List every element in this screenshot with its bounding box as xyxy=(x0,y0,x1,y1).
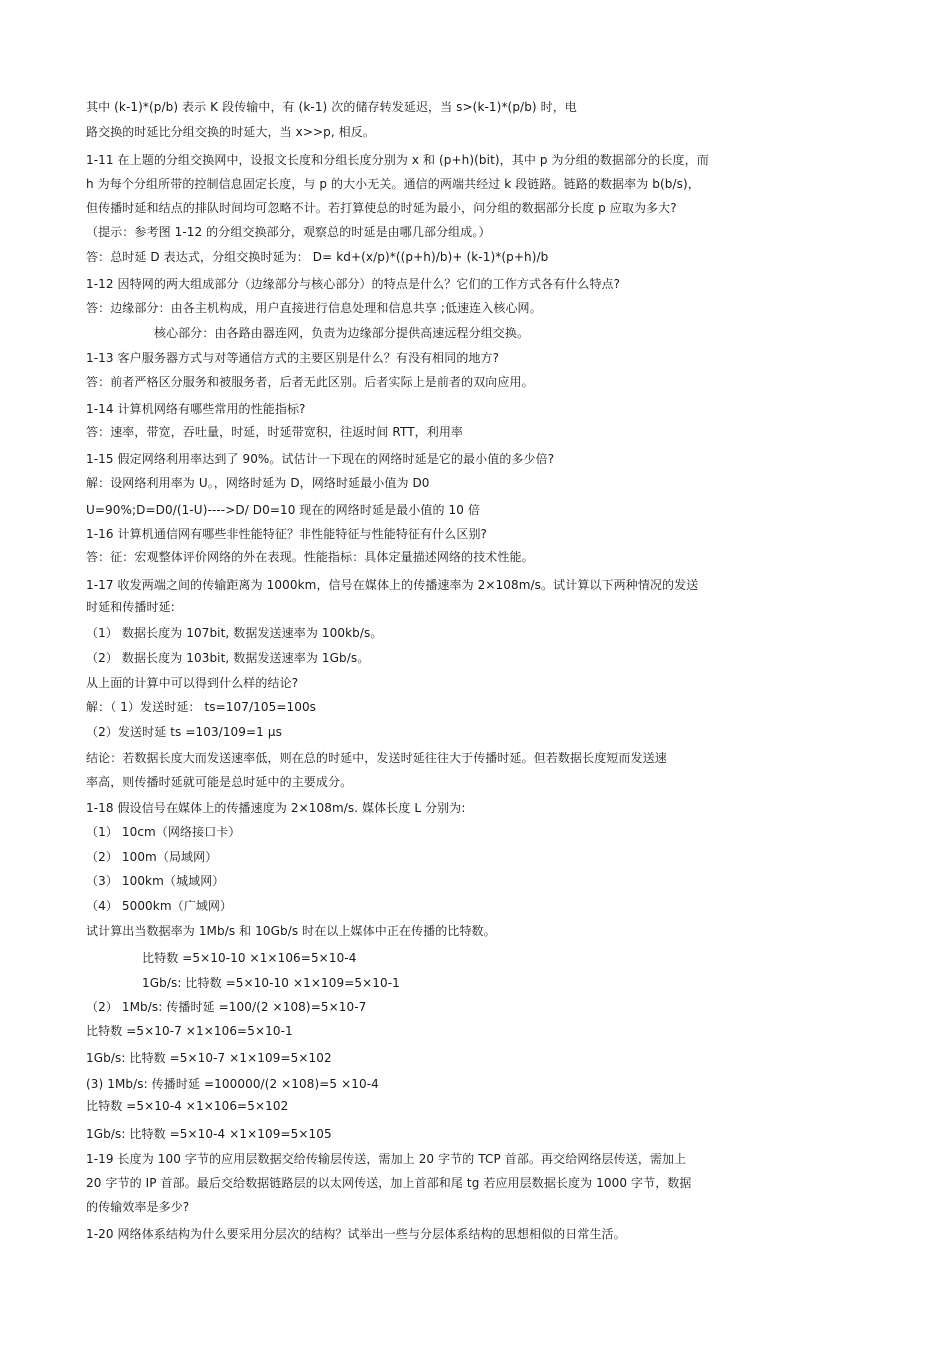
text-line: （提示：参考图 1-12 的分组交换部分，观察总的时延是由哪几部分组成。） xyxy=(86,225,491,239)
list-item: （4） 5000km（广域网） xyxy=(86,899,233,913)
text-line: （2）发送时延 ts =103/109=1 μs xyxy=(86,725,282,739)
text-line: U=90%;D=D0/(1-U)---->D/ D0=10 现在的网络时延是最小值的 10 倍 xyxy=(86,503,480,517)
text-line: h 为每个分组所带的控制信息固定长度，与 p 的大小无关。通信的两端共经过 k 段链路。链路的数据率为 b(b/s)， xyxy=(86,177,700,191)
formula-line: (3) 1Mb/s: 传播时延 =100000/(2 ×108)=5 ×10-4 xyxy=(86,1077,379,1091)
answer-line: 解：设网络利用率为 U。，网络时延为 D，网络时延最小值为 D0 xyxy=(86,476,430,490)
question-1-17: 1-17 收发两端之间的传输距离为 1000km，信号在媒体上的传播速率为 2×108m/s。试计算以下两种情况的发送 xyxy=(86,578,699,592)
text-line: 但传播时延和结点的排队时间均可忽略不计。若打算使总的时延为最小，问分组的数据部分长度 p 应取为多大? xyxy=(86,201,677,215)
text-line: 率高，则传播时延就可能是总时延中的主要成分。 xyxy=(86,775,353,789)
question-1-19: 1-19 长度为 100 字节的应用层数据交给传输层传送，需加上 20 字节的 TCP 首部。再交给网络层传送，需加上 xyxy=(86,1152,687,1166)
text-line: 从上面的计算中可以得到什么样的结论? xyxy=(86,676,299,690)
answer-line: 答：边缘部分：由各主机构成，用户直接进行信息处理和信息共享 ;低速连入核心网。 xyxy=(86,301,542,315)
question-1-13: 1-13 客户服务器方式与对等通信方式的主要区别是什么？有没有相同的地方? xyxy=(86,351,500,365)
answer-line: 答：总时延 D 表达式，分组交换时延为： D= kd+(x/p)*((p+h)/b)+ (k-1)*(p+h)/b xyxy=(86,250,549,264)
text-line: 试计算出当数据率为 1Mb/s 和 10Gb/s 时在以上媒体中正在传播的比特数。 xyxy=(86,924,496,938)
list-item: （2） 数据长度为 103bit, 数据发送速率为 1Gb/s。 xyxy=(86,651,370,665)
formula-line: 1Gb/s: 比特数 =5×10-10 ×1×109=5×10-1 xyxy=(142,976,400,990)
question-1-11: 1-11 在上题的分组交换网中，设报文长度和分组长度分别为 x 和 (p+h)(bit)，其中 p 为分组的数据部分的长度，而 xyxy=(86,153,709,167)
list-item: （2） 100m（局域网） xyxy=(86,850,218,864)
formula-line: （2） 1Mb/s: 传播时延 =100/(2 ×108)=5×10-7 xyxy=(86,1000,367,1014)
question-1-12: 1-12 因特网的两大组成部分（边缘部分与核心部分）的特点是什么？它们的工作方式各有什么特点? xyxy=(86,277,621,291)
question-1-18: 1-18 假设信号在媒体上的传播速度为 2×108m/s. 媒体长度 L 分别为: xyxy=(86,801,466,815)
answer-line: 答：速率，带宽，吞吐量，时延，时延带宽积，往返时间 RTT，利用率 xyxy=(86,425,464,439)
question-1-16: 1-16 计算机通信网有哪些非性能特征？非性能特征与性能特征有什么区别? xyxy=(86,527,488,541)
formula-line: 1Gb/s: 比特数 =5×10-4 ×1×109=5×105 xyxy=(86,1127,332,1141)
text-line: 的传输效率是多少? xyxy=(86,1200,190,1214)
formula-line: 比特数 =5×10-4 ×1×106=5×102 xyxy=(86,1099,289,1113)
question-1-14: 1-14 计算机网络有哪些常用的性能指标? xyxy=(86,402,306,416)
answer-line: 答：征：宏观整体评价网络的外在表现。性能指标：具体定量描述网络的技术性能。 xyxy=(86,550,534,564)
answer-line: 答：前者严格区分服务和被服务者，后者无此区别。后者实际上是前者的双向应用。 xyxy=(86,375,534,389)
text-line: 20 字节的 IP 首部。最后交给数据链路层的以太网传送，加上首部和尾 tg 若应用层数据长度为 1000 字节，数据 xyxy=(86,1176,692,1190)
formula-line: 1Gb/s: 比特数 =5×10-7 ×1×109=5×102 xyxy=(86,1051,332,1065)
text-line: 时延和传播时延: xyxy=(86,600,175,614)
text-line: 路交换的时延比分组交换的时延大，当 x>>p, 相反。 xyxy=(86,125,375,139)
question-1-15: 1-15 假定网络利用率达到了 90%。试估计一下现在的网络时延是它的最小值的多少倍? xyxy=(86,452,555,466)
answer-line: 解：（ 1）发送时延： ts=107/105=100s xyxy=(86,700,317,714)
formula-line: 比特数 =5×10-7 ×1×106=5×10-1 xyxy=(86,1024,293,1038)
list-item: （3） 100km（城域网） xyxy=(86,874,225,888)
formula-line: 比特数 =5×10-10 ×1×106=5×10-4 xyxy=(142,951,357,965)
text-line: 核心部分：由各路由器连网，负责为边缘部分提供高速远程分组交换。 xyxy=(154,326,530,340)
list-item: （1） 10cm（网络接口卡） xyxy=(86,825,241,839)
question-1-20: 1-20 网络体系结构为什么要采用分层次的结构？试举出一些与分层体系结构的思想相似的日常生活。 xyxy=(86,1227,626,1241)
list-item: （1） 数据长度为 107bit, 数据发送速率为 100kb/s。 xyxy=(86,626,383,640)
text-line: 结论：若数据长度大而发送速率低，则在总的时延中，发送时延往往大于传播时延。但若数据长度短而发送速 xyxy=(86,751,667,765)
text-line: 其中 (k-1)*(p/b) 表示 K 段传输中，有 (k-1) 次的储存转发延迟，当 s>(k-1)*(p/b) 时，电 xyxy=(86,100,577,114)
